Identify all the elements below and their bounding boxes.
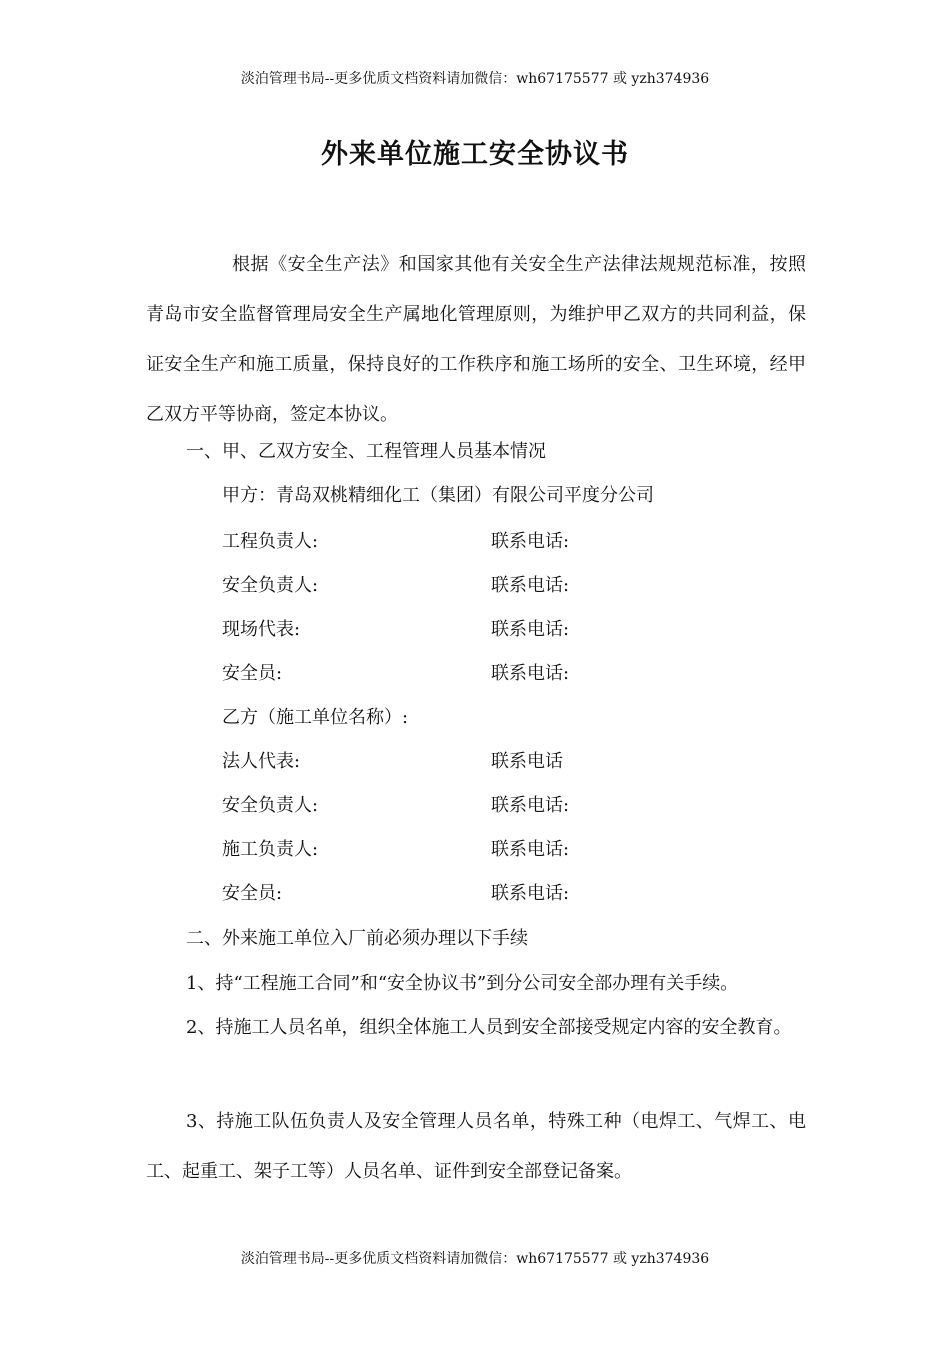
- party-b-role: 安全员:: [222, 883, 283, 904]
- party-a-name: 甲方：青岛双桃精细化工（集团）有限公司平度分公司: [222, 485, 654, 506]
- procedure-item: 2、持施工人员名单，组织全体施工人员到安全部接受规定内容的安全教育。: [186, 1017, 792, 1038]
- page-header: 淡泊管理书局--更多优质文档资料请加微信：wh67175577 或 yzh374936: [240, 71, 710, 87]
- party-b-phone: 联系电话:: [491, 839, 570, 860]
- document-title: 外来单位施工安全协议书: [321, 139, 629, 170]
- section1-heading: 一、甲、乙双方安全、工程管理人员基本情况: [186, 441, 546, 462]
- party-b-phone: 联系电话: [491, 751, 563, 772]
- party-a-phone: 联系电话:: [491, 575, 570, 596]
- party-a-role: 现场代表:: [222, 619, 301, 640]
- procedure-item: 3、持施工队伍负责人及安全管理人员名单，特殊工种（电焊工、气焊工、电工、起重工、架子工等）人员名单、证件到安全部登记备案。: [146, 1111, 806, 1182]
- party-b-name: 乙方（施工单位名称）:: [222, 707, 409, 728]
- intro-paragraph: 根据《安全生产法》和国家其他有关安全生产法律法规规范标准，按照青岛市安全监督管理局安全生产属地化管理原则，为维护甲乙双方的共同利益，保证安全生产和施工质量，保持良好的工作秩序和施工场所的安全、卫生环境，经甲乙双方平等协商，签定本协议。: [146, 254, 806, 425]
- party-a-role: 安全员:: [222, 663, 283, 684]
- party-a-phone: 联系电话:: [491, 531, 570, 552]
- party-a-role: 安全负责人:: [222, 575, 319, 596]
- party-b-role: 法人代表:: [222, 751, 301, 772]
- party-b-role: 安全负责人:: [222, 795, 319, 816]
- party-a-role: 工程负责人:: [222, 531, 319, 552]
- procedure-item: 1、持“工程施工合同”和“安全协议书”到分公司安全部办理有关手续。: [186, 973, 739, 994]
- party-b-phone: 联系电话:: [491, 795, 570, 816]
- party-a-phone: 联系电话:: [491, 619, 570, 640]
- section2-heading: 二、外来施工单位入厂前必须办理以下手续: [186, 928, 528, 949]
- party-b-role: 施工负责人:: [222, 839, 319, 860]
- page-footer: 淡泊管理书局--更多优质文档资料请加微信：wh67175577 或 yzh374936: [240, 1251, 710, 1267]
- party-a-phone: 联系电话:: [491, 663, 570, 684]
- party-b-phone: 联系电话:: [491, 883, 570, 904]
